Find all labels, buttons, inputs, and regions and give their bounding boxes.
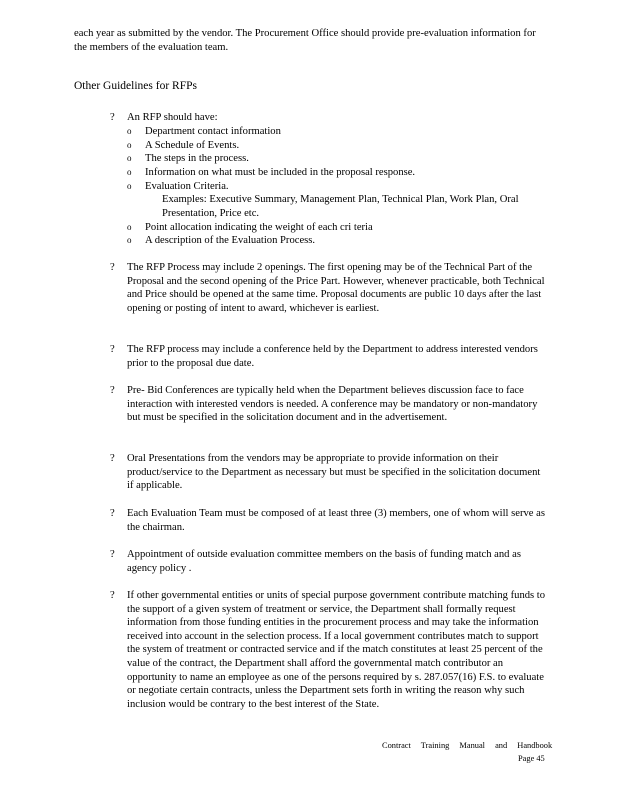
guideline-paragraph: The RFP Process may include 2 openings. The first opening may be of the Technical Part of the Proposal and the second opening of the Price Part. However, whenever practicable, both Technical and Price should be opened at the same time. Proposal documents are public 10 days after the last opening or posting of intent to award, whichever is earliest. (127, 262, 545, 314)
guideline-paragraph: The RFP process may include a conference held by the Department to address interested vendors prior to the proposal due date. (127, 344, 538, 369)
section-heading: Other Guidelines for RFPs (74, 80, 197, 92)
list-item: Department contact information (145, 126, 281, 137)
sub-bullet-marker: o (127, 126, 132, 136)
list-item: A Schedule of Events. (145, 140, 240, 151)
bullet-marker: ? (110, 112, 115, 123)
bullet-marker: ? (110, 262, 115, 273)
list-item: Point allocation indicating the weight of each cri teria (145, 222, 373, 233)
guideline-paragraph: If other governmental entities or units of special purpose government contribute matching funds to the support of a given system of treatment or service, the Department shall formally request information from those funding entities in the procurement process and may take the information received into account in the selection process. If a local government contributes match to support the system of treatment or contracted service and if the match constitutes at least 25 percent of the value of the contract, the Department shall afford the governmental match contributor an opportunity to name an employee as one of the persons required by s. 287.057(16) F.S. to evaluate or negotiate certain contracts, unless the Department sets forth in writing the reason why such inclusion would be contrary to the best interest of the State. (127, 590, 546, 710)
bullet-marker: ? (110, 508, 115, 519)
bullet-marker: ? (110, 385, 115, 396)
sub-bullet-marker: o (127, 235, 132, 245)
bullet-marker: ? (110, 590, 115, 601)
page-number: Page 45 (518, 754, 545, 763)
guideline-paragraph: Appointment of outside evaluation committee members on the basis of funding match and as agency policy . (127, 549, 521, 574)
bullet-marker: ? (110, 344, 115, 355)
evaluation-examples: Examples: Executive Summary, Management Plan, Technical Plan, Work Plan, Oral Presentation, Price etc. (162, 194, 519, 219)
sub-bullet-marker: o (127, 167, 132, 177)
guideline-paragraph: Oral Presentations from the vendors may be appropriate to provide information on their product/service to the Department as necessary but must be specified in the solicitation document if applicable. (127, 453, 541, 492)
list-item: Evaluation Criteria. (145, 181, 229, 192)
list-item: The steps in the process. (145, 153, 249, 164)
rfp-should-have-lead: An RFP should have: (127, 112, 218, 123)
sub-bullet-marker: o (127, 140, 132, 150)
guideline-paragraph: Each Evaluation Team must be composed of at least three (3) members, one of whom will serve as the chairman. (127, 508, 545, 533)
list-item: A description of the Evaluation Process. (145, 235, 316, 246)
intro-paragraph: each year as submitted by the vendor. The Procurement Office should provide pre-evaluation information for the members of the evaluation team. (74, 28, 536, 53)
sub-bullet-marker: o (127, 181, 132, 191)
bullet-marker: ? (110, 549, 115, 560)
bullet-marker: ? (110, 453, 115, 464)
footer-title: Contract Training Manual and Handbook (382, 741, 553, 750)
list-item: Information on what must be included in the proposal response. (145, 167, 416, 178)
sub-bullet-marker: o (127, 153, 132, 163)
sub-bullet-marker: o (127, 222, 132, 232)
guideline-paragraph: Pre- Bid Conferences are typically held when the Department believes discussion face to face interaction with interested vendors is needed. A conference may be mandatory or non-mandatory but must be specified in the solicitation document and in the advertisement. (127, 385, 538, 424)
